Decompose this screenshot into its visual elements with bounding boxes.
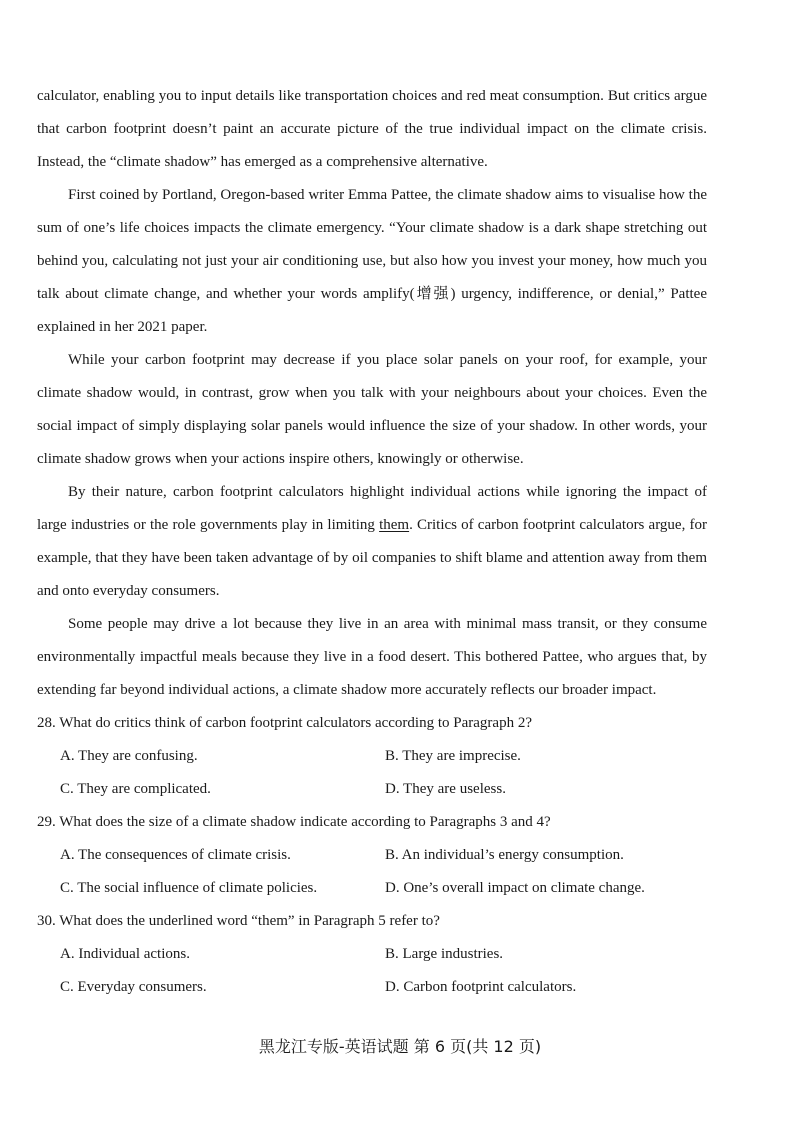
question-28 — [37, 707, 707, 806]
paragraph-5: Some people may drive a lot because they live in an area with minimal mass transit, or they consume environmentally impactful meals because they live in a food desert. This bothered Pattee, who argues that, by extending far beyond individual actions, a climate shadow more accurately reflects our broader impact. — [37, 616, 707, 698]
question-options — [60, 839, 707, 905]
question-stem: 28. What do critics think of carbon footprint calculators according to Paragraph 2? — [37, 715, 532, 731]
paragraph-2: First coined by Portland, Oregon-based writer Emma Pattee, the climate shadow aims to visualise how the sum of one’s life choices impacts the climate emergency. “Your climate shadow is a dark shape stretching out behind you, calculating not just your air conditioning use, but also how you invest your money, how much you talk about climate change, and whether your words amplify(增强) urgency, indifference, or denial,” Pattee explained in her 2021 paper. — [37, 187, 707, 335]
option-c: C. Everyday consumers. — [60, 979, 207, 995]
option-b: B. They are imprecise. — [385, 748, 521, 764]
underlined-word-them: them — [379, 517, 410, 533]
option-a: A. The consequences of climate crisis. — [60, 847, 291, 863]
option-b: B. Large industries. — [385, 946, 504, 962]
option-b: B. An individual’s energy consumption. — [385, 847, 624, 863]
option-a: A. Individual actions. — [60, 946, 190, 962]
paragraph-1: calculator, enabling you to input details like transportation choices and red meat consumption. But critics argue that carbon footprint doesn’t paint an accurate picture of the true individual impact on the climate crisis. Instead, the “climate shadow” has emerged as a comprehensive alternative. — [37, 88, 707, 170]
question-options — [60, 740, 707, 806]
option-a: A. They are confusing. — [60, 748, 198, 764]
question-stem: 30. What does the underlined word “them” in Paragraph 5 refer to? — [37, 913, 440, 929]
option-d: D. They are useless. — [385, 781, 506, 797]
paragraph-4-text-before: By their nature, carbon footprint calculators highlight individual actions while ignoring the impact of large industries or the role governments play in limiting — [37, 484, 707, 533]
page-footer: 黑龙江专版-英语试题 第 6 页(共 12 页) — [258, 1037, 542, 1056]
paragraph-4 — [37, 476, 707, 608]
option-c: C. They are complicated. — [60, 781, 211, 797]
question-stem: 29. What does the size of a climate shadow indicate according to Paragraphs 3 and 4? — [37, 814, 551, 830]
question-30 — [37, 905, 707, 1004]
paragraph-3: While your carbon footprint may decrease if you place solar panels on your roof, for example, your climate shadow would, in contrast, grow when you talk with your neighbours about your choices. Even the social impact of simply displaying solar panels would influence the size of your shadow. In other words, your climate shadow grows when your actions inspire others, knowingly or otherwise. — [37, 352, 707, 467]
option-d: D. Carbon footprint calculators. — [385, 979, 577, 995]
paragraph-4-text-after: . Critics of carbon footprint calculators argue, for example, that they have been taken advantage of by oil companies to shift blame and attention away from them and onto everyday consumers. — [37, 517, 707, 599]
reading-passage — [37, 80, 707, 707]
option-c: C. The social influence of climate policies. — [60, 880, 318, 896]
option-d: D. One’s overall impact on climate change. — [385, 880, 645, 896]
question-29 — [37, 806, 707, 905]
question-options — [60, 938, 707, 1004]
